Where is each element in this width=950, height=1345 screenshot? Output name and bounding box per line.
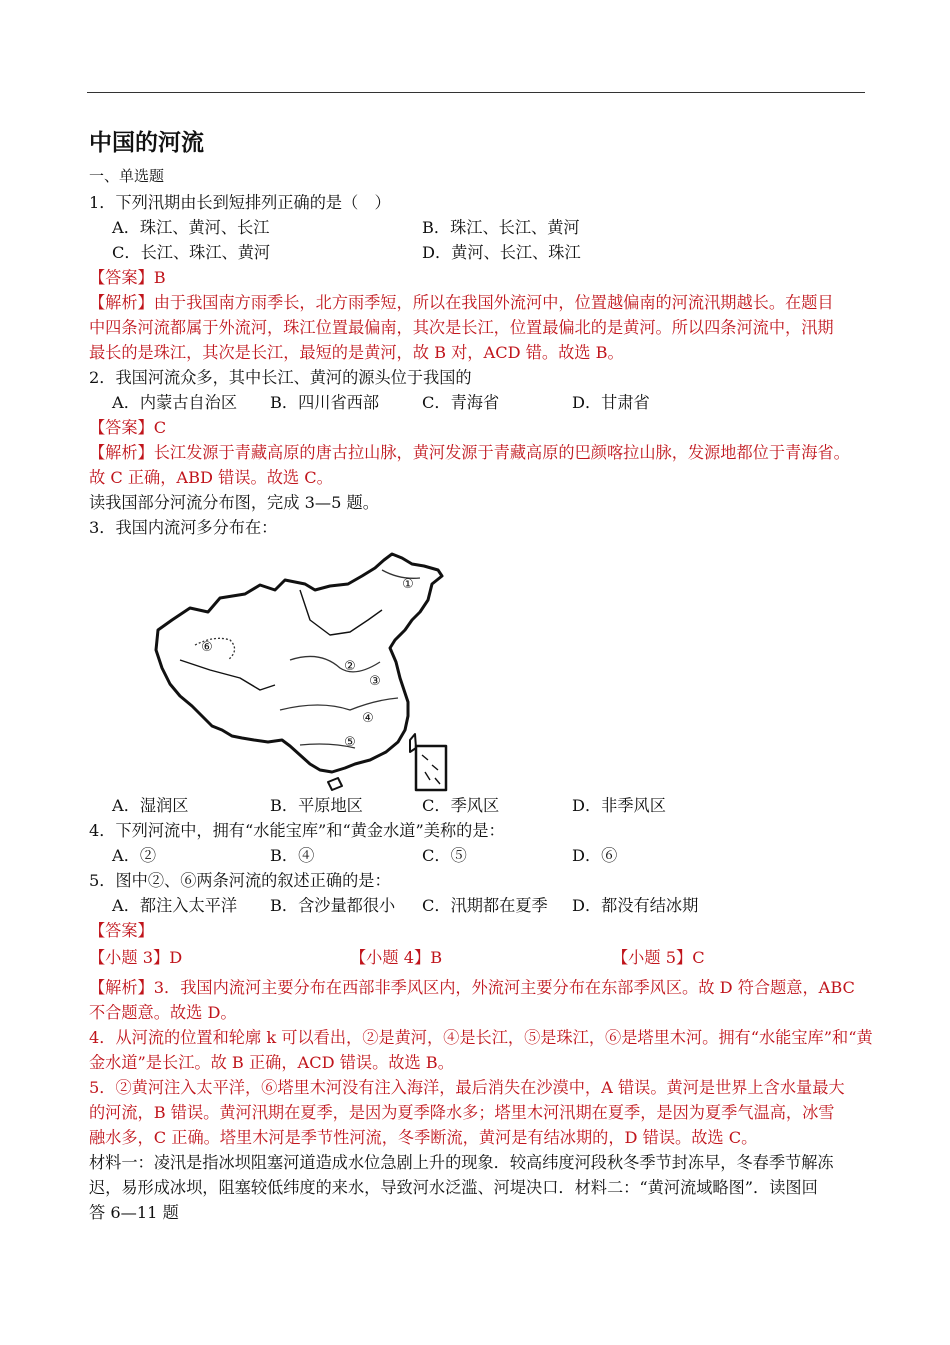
q1-analysis-line: 中四条河流都属于外流河，珠江位置最偏南，其次是长江，位置最偏北的是黄河。所以四条河流中，汛期 [89,318,834,337]
q3-option-d: D．非季风区 [572,796,666,815]
sub-answer-3: 【小题 3】D [89,948,183,967]
map-label-1: ① [402,577,414,592]
q2-option-b: B．四川省西部 [270,393,380,412]
analysis-3-5-line: 4．从河流的位置和轮廓 k 可以看出，②是黄河，④是长江，⑤是珠江，⑥是塔里木河。拥有“水能宝库”和“黄 [89,1028,873,1047]
material-line: 答 6—11 题 [89,1203,179,1222]
passage-intro: 读我国部分河流分布图，完成 3—5 题。 [89,493,379,512]
tibet-border [180,660,275,690]
hainan-island [328,778,342,790]
q4-option-c: C．⑤ [422,846,467,865]
q2-analysis-line: 【解析】长江发源于青藏高原的唐古拉山脉，黄河发源于青藏高原的巴颜喀拉山脉，发源地都位于青海省。 [89,443,850,462]
q3-option-b: B．平原地区 [270,796,363,815]
analysis-3-5-line: 5．②黄河注入太平洋，⑥塔里木河没有注入海洋，最后消失在沙漠中，A 错误。黄河是世界上含水量最大 [89,1078,845,1097]
q2-analysis-line: 故 C 正确，ABD 错误。故选 C。 [89,468,333,487]
q3-stem: 3．我国内流河多分布在： [89,518,278,537]
material-line: 迟，易形成冰坝，阻塞较低纬度的来水，导致河水泛滥、河堤决口．材料二：“黄河流域略图”．读图回 [89,1178,818,1197]
header-rule [87,92,865,93]
q1-option-a: A．珠江、黄河、长江 [112,218,270,237]
q5-option-b: B．含沙量都很小 [270,896,396,915]
q5-option-a: A．都注入太平洋 [112,896,238,915]
q1-option-c: C．长江、珠江、黄河 [112,243,271,262]
section-heading: 一、单选题 [89,167,165,185]
q2-answer: 【答案】C [89,418,167,437]
group-answer-heading: 【答案】 [89,921,154,940]
river-heilongjiang [382,570,420,578]
q4-stem: 4．下列河流中，拥有“水能宝库”和“黄金水道”美称的是： [89,821,505,840]
q5-stem: 5．图中②、⑥两条河流的叙述正确的是： [89,871,391,890]
q2-option-a: A．内蒙古自治区 [112,393,238,412]
china-outline [156,554,442,772]
q2-option-c: C．青海省 [422,393,500,412]
analysis-3-5-line: 不合题意。故选 D。 [89,1003,237,1022]
river-yellow [290,656,380,671]
inner-mongolia-border [300,590,382,635]
river-yangtze [280,698,398,710]
analysis-3-5-line: 融水多，C 正确。塔里木河是季节性河流，冬季断流，黄河是有结冰期的，D 错误。故选 C。 [89,1128,758,1147]
sub-answer-4: 【小题 4】B [350,948,443,967]
q4-option-b: B．④ [270,846,315,865]
map-label-2: ② [344,659,356,674]
q2-stem: 2．我国河流众多，其中长江、黄河的源头位于我国的 [89,368,472,387]
q2-option-d: D．甘肃省 [572,393,650,412]
analysis-3-5-line: 金水道”是长江。故 B 正确，ACD 错误。故选 B。 [89,1053,454,1072]
q1-analysis-line: 【解析】由于我国南方雨季长，北方雨季短，所以在我国外流河中，位置越偏南的河流汛期越长。在题目 [89,293,834,312]
sub-answer-5: 【小题 5】C [612,948,705,967]
south-sea-islands [422,755,440,784]
q1-stem: 1．下列汛期由长到短排列正确的是（ ） [89,193,391,212]
q3-option-c: C．季风区 [422,796,500,815]
q1-option-d: D．黄河、长江、珠江 [422,243,581,262]
map-label-4: ④ [362,711,374,726]
q1-answer: 【答案】B [89,268,166,287]
page-title: 中国的河流 [89,130,204,156]
q1-option-b: B．珠江、长江、黄河 [422,218,580,237]
q5-option-c: C．汛期都在夏季 [422,896,548,915]
q5-option-d: D．都没有结冰期 [572,896,699,915]
analysis-3-5-line: 【解析】3．我国内流河主要分布在西部非季风区内，外流河主要分布在东部季风区。故 D 符合题意，ABC [89,978,855,997]
q1-analysis-line: 最长的是珠江，其次是长江，最短的是黄河，故 B 对，ACD 错。故选 B。 [89,343,624,362]
q4-option-d: D．⑥ [572,846,618,865]
china-river-map [150,550,460,795]
map-label-6: ⑥ [201,640,213,655]
q3-option-a: A．湿润区 [112,796,189,815]
material-line: 材料一：凌汛是指冰坝阻塞河道造成水位急剧上升的现象．较高纬度河段秋冬季节封冻早，冬春季节解冻 [89,1153,834,1172]
analysis-3-5-line: 的河流，B 错误。黄河汛期在夏季，是因为夏季降水多；塔里木河汛期在夏季，是因为夏季气温高，冰雪 [89,1103,835,1122]
map-label-5: ⑤ [344,735,356,750]
map-label-3: ③ [369,674,381,689]
q4-option-a: A．② [112,846,157,865]
south-sea-inset [416,746,446,790]
